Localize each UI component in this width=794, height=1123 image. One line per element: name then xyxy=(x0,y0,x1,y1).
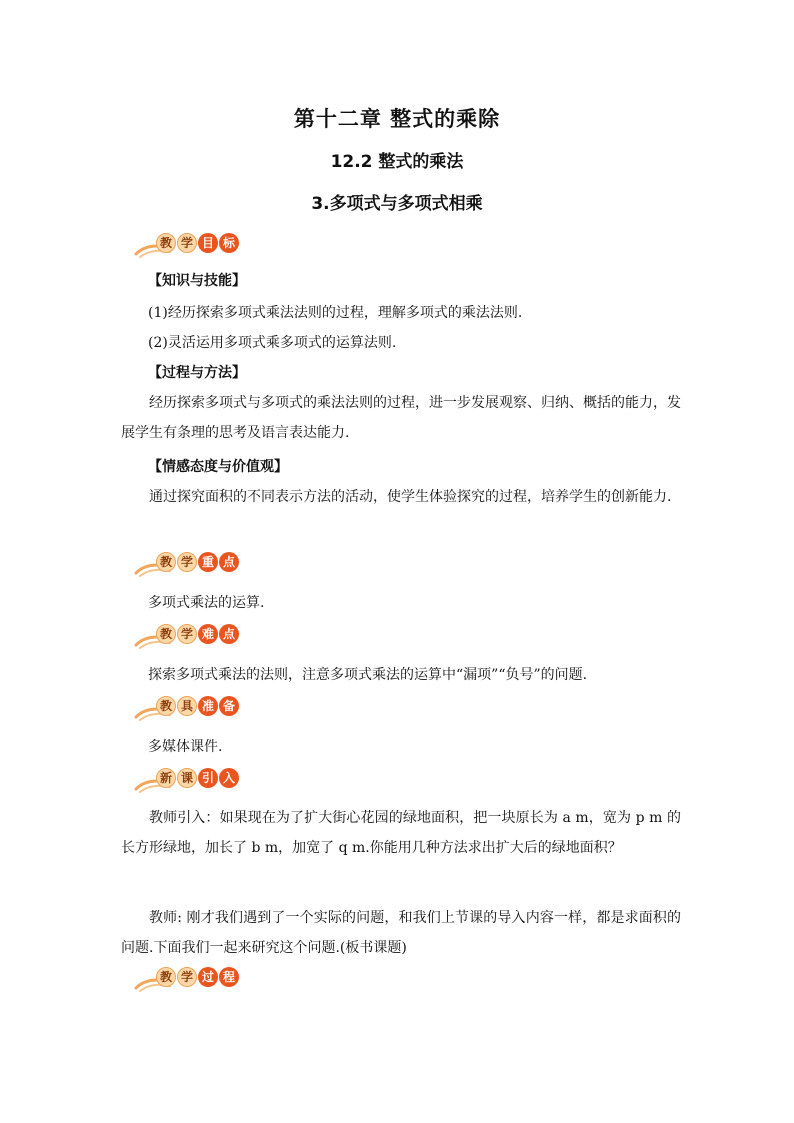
badge-key-points xyxy=(134,551,244,577)
attitude-text: 通过探究面积的不同表示方法的活动，使学生体验探究的过程，培养学生的创新能力. xyxy=(149,489,672,505)
key-points-text: 多项式乘法的运算. xyxy=(148,595,265,611)
badge-intro xyxy=(134,767,244,793)
badge-char: 过 xyxy=(198,967,218,987)
badge-char: 目 xyxy=(198,233,218,253)
chapter-title: 第十二章 整式的乘除 xyxy=(293,107,501,131)
badge-char: 引 xyxy=(198,768,218,788)
process-text: 经历探索多项式与多项式的乘法法则的过程，进一步发展观察、归纳、概括的能力，发展学生有条理的思考及语言表达能力. xyxy=(121,395,681,441)
attitude-heading: 【情感态度与价值观】 xyxy=(148,459,288,475)
badge-char: 准 xyxy=(198,696,218,716)
badge-char: 难 xyxy=(198,624,218,644)
badge-char: 课 xyxy=(177,768,197,788)
knowledge-item-1: (1)经历探索多项式乘法法则的过程，理解多项式的乘法法则. xyxy=(148,305,523,321)
badge-char: 备 xyxy=(219,696,239,716)
badge-materials xyxy=(134,695,244,721)
badge-char: 具 xyxy=(177,696,197,716)
badge-char: 教 xyxy=(156,552,176,572)
badge-char: 重 xyxy=(198,552,218,572)
badge-char: 入 xyxy=(219,768,239,788)
badge-char: 标 xyxy=(219,233,239,253)
materials-text: 多媒体课件. xyxy=(148,739,223,755)
badge-process xyxy=(134,966,244,992)
badge-objectives xyxy=(134,232,244,258)
badge-char: 教 xyxy=(156,967,176,987)
badge-char: 教 xyxy=(156,624,176,644)
section-title: 12.2 整式的乘法 xyxy=(330,152,464,172)
knowledge-heading: 【知识与技能】 xyxy=(148,273,246,289)
badge-char: 学 xyxy=(177,552,197,572)
badge-char: 点 xyxy=(219,552,239,572)
badge-difficulties xyxy=(134,623,244,649)
process-heading: 【过程与方法】 xyxy=(148,365,246,381)
badge-char: 学 xyxy=(177,233,197,253)
lesson-title: 3.多项式与多项式相乘 xyxy=(311,194,483,214)
intro-paragraph-1: 教师引入：如果现在为了扩大街心花园的绿地面积，把一块原长为 a m，宽为 p m 的长方形绿地，加长了 b m，加宽了 q m.你能用几种方法求出扩大后的绿地面积？ xyxy=(121,810,681,856)
badge-char: 程 xyxy=(219,967,239,987)
badge-char: 学 xyxy=(177,624,197,644)
knowledge-item-2: (2)灵活运用多项式乘多项式的运算法则. xyxy=(148,335,397,351)
badge-char: 教 xyxy=(156,696,176,716)
badge-char: 学 xyxy=(177,967,197,987)
difficulties-text: 探索多项式乘法的法则，注意多项式乘法的运算中“漏项”“负号”的问题. xyxy=(148,667,588,683)
badge-char: 点 xyxy=(219,624,239,644)
badge-char: 新 xyxy=(156,768,176,788)
intro-paragraph-2: 教师: 刚才我们遇到了一个实际的问题，和我们上节课的导入内容一样，都是求面积的问题.下面我们一起来研究这个问题.(板书课题) xyxy=(121,910,681,956)
badge-char: 教 xyxy=(156,233,176,253)
